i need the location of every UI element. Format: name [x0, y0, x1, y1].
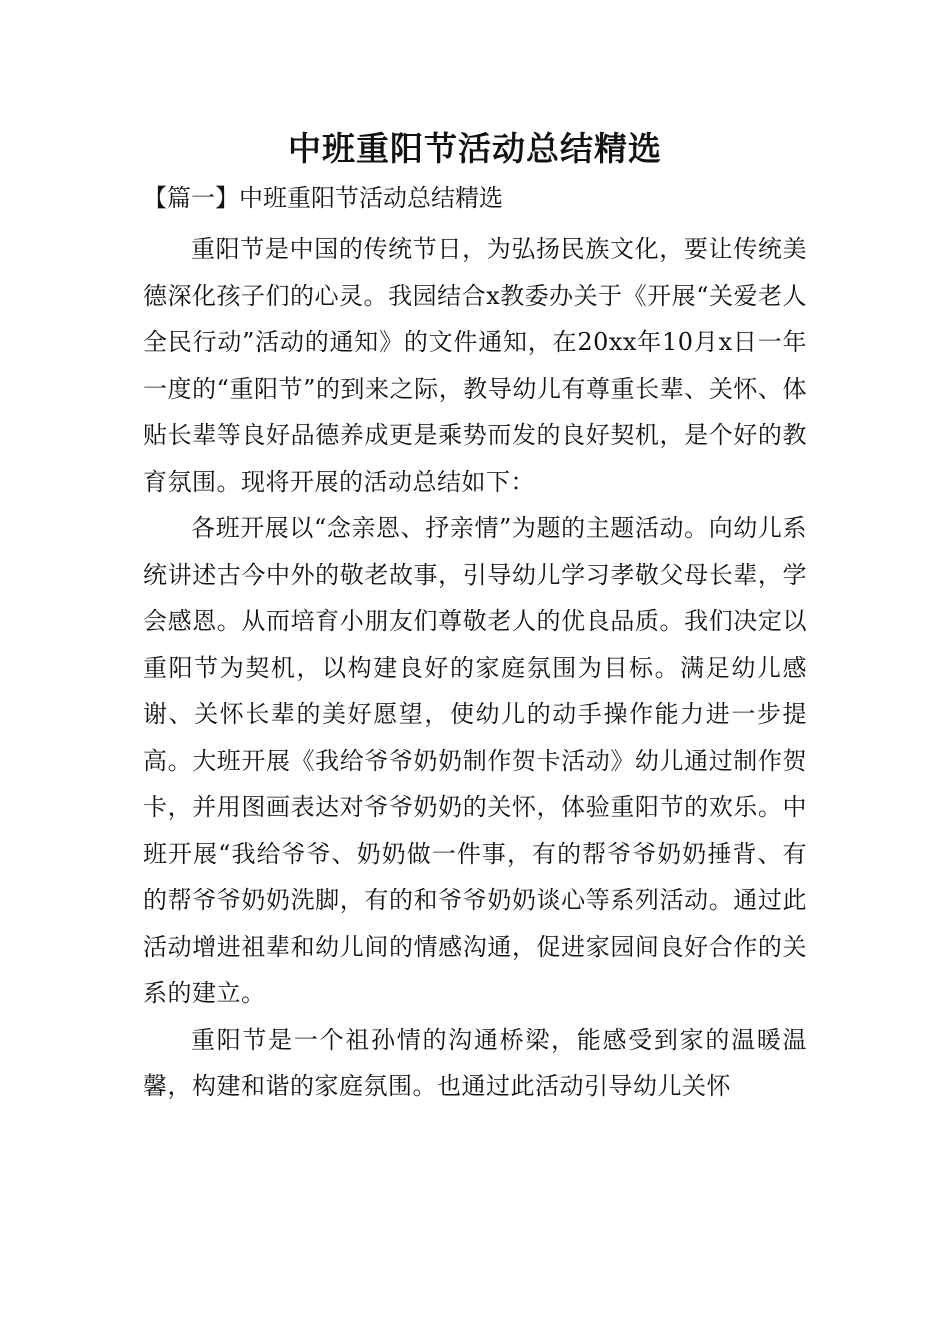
paragraph: 各班开展以“念亲恩、抒亲情”为题的主题活动。向幼儿系统讲述古今中外的敬老故事，引导幼儿学习孝敬父母长辈，学会感恩。从而培育小朋友们尊敬老人的优良品质。我们决定以重阳节为契机，以构建良好的家庭氛围为目标。满足幼儿感谢、关怀长辈的美好愿望，使幼儿的动手操作能力进一步提高。大班开展《我给爷爷奶奶制作贺卡活动》幼儿通过制作贺卡，并用图画表达对爷爷奶奶的关怀，体验重阳节的欢乐。中班开展“我给爷爷、奶奶做一件事，有的帮爷爷奶奶捶背、有的帮爷爷奶奶洗脚，有的和爷爷奶奶谈心等系列活动。通过此活动增进祖辈和幼儿间的情感沟通，促进家园间良好合作的关系的建立。	[143, 514, 807, 1007]
paragraph: 重阳节是一个祖孙情的沟通桥梁，能感受到家的温暖温馨，构建和谐的家庭氛围。也通过此活动引导幼儿关怀	[143, 1025, 807, 1100]
document-body	[143, 226, 807, 1110]
section-heading: 【篇一】中班重阳节活动总结精选	[143, 184, 503, 212]
document-title: 中班重阳节活动总结精选	[288, 129, 662, 168]
paragraph: 重阳节是中国的传统节日，为弘扬民族文化，要让传统美德深化孩子们的心灵。我园结合x教委办关于《开展“关爱老人全民行动”活动的通知》的文件通知，在20xx年10月x日一年一度的“重阳节”的到来之际，教导幼儿有尊重长辈、关怀、体贴长辈等良好品德养成更是乘势而发的良好契机，是个好的教育氛围。现将开展的活动总结如下：	[143, 235, 807, 496]
